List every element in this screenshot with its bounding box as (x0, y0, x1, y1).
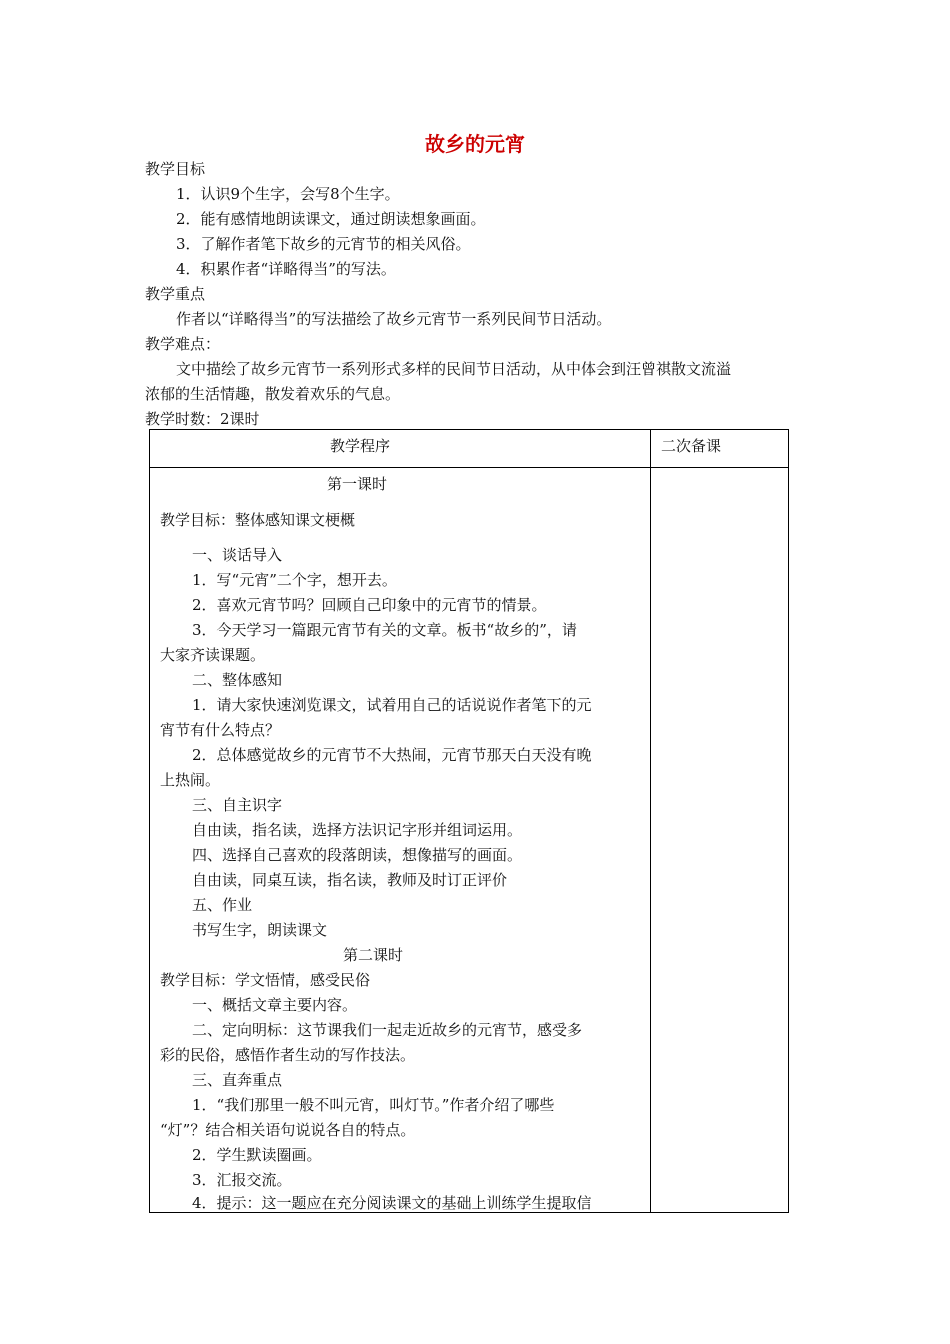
table-header-notes: 二次备课 (661, 437, 722, 455)
table-header-procedure: 教学程序 (330, 437, 391, 455)
objectives-heading: 教学目标 (145, 160, 206, 178)
objective-item: 3．了解作者笔下故乡的元宵节的相关风俗。 (176, 235, 471, 253)
lesson-line: 4．提示：这一题应在充分阅读课文的基础上训练学生提取信 (192, 1194, 592, 1212)
lesson-line: 三、自主识字 (192, 796, 283, 814)
lesson-line: 3．汇报交流。 (192, 1171, 292, 1189)
lesson-line: 上热闹。 (160, 771, 221, 789)
lesson-line: 1．写“元宵”二个字，想开去。 (192, 571, 397, 589)
lesson-line: 书写生字，朗读课文 (192, 921, 328, 939)
lesson-line: 五、作业 (192, 896, 253, 914)
lesson-line: 1．“我们那里一般不叫元宵，叫灯节。”作者介绍了哪些 (192, 1096, 555, 1114)
focus-text: 作者以“详略得当”的写法描绘了故乡元宵节一系列民间节日活动。 (176, 310, 612, 328)
objective-item: 4．积累作者“详略得当”的写法。 (176, 260, 396, 278)
lesson-line: 2．学生默读圈画。 (192, 1146, 322, 1164)
teaching-hours: 教学时数：2课时 (145, 410, 260, 428)
lesson-line: 自由读，指名读，选择方法识记字形并组词运用。 (192, 821, 523, 839)
table-column-divider (650, 429, 651, 1213)
lesson-line: 大家齐读课题。 (160, 646, 266, 664)
difficulty-heading: 教学难点： (145, 335, 221, 353)
lesson-two-heading: 第二课时 (343, 946, 404, 964)
document-title: 故乡的元宵 (425, 132, 525, 156)
objective-item: 1．认识9个生字，会写8个生字。 (176, 185, 400, 203)
lesson-line: “灯”？结合相关语句说说各自的特点。 (160, 1121, 416, 1139)
lesson-line: 2．总体感觉故乡的元宵节不大热闹，元宵节那天白天没有晚 (192, 746, 592, 764)
objective-item: 2．能有感情地朗读课文，通过朗读想象画面。 (176, 210, 486, 228)
lesson-line: 二、定向明标：这节课我们一起走近故乡的元宵节，感受多 (192, 1021, 583, 1039)
lesson-line: 二、整体感知 (192, 671, 283, 689)
lesson-line: 2．喜欢元宵节吗？回顾自己印象中的元宵节的情景。 (192, 596, 547, 614)
lesson-line: 自由读，同桌互读，指名读，教师及时订正评价 (192, 871, 508, 889)
lesson-line: 四、选择自己喜欢的段落朗读，想像描写的画面。 (192, 846, 523, 864)
focus-heading: 教学重点 (145, 285, 206, 303)
difficulty-text-cont: 浓郁的生活情趣，散发着欢乐的气息。 (145, 385, 401, 403)
lesson-line: 一、谈话导入 (192, 546, 283, 564)
lesson-line: 3．今天学习一篇跟元宵节有关的文章。板书“故乡的”，请 (192, 621, 577, 639)
lesson-line: 宵节有什么特点？ (160, 721, 281, 739)
lesson-line: 教学目标：学文悟情，感受民俗 (160, 971, 371, 989)
difficulty-text: 文中描绘了故乡元宵节一系列形式多样的民间节日活动，从中体会到汪曾祺散文流溢 (176, 360, 732, 378)
lesson-line: 教学目标：整体感知课文梗概 (160, 511, 356, 529)
table-header-divider (149, 467, 789, 468)
lesson-line: 1．请大家快速浏览课文，试着用自己的话说说作者笔下的元 (192, 696, 592, 714)
lesson-one-heading: 第一课时 (327, 475, 388, 493)
lesson-line: 一、概括文章主要内容。 (192, 996, 358, 1014)
lesson-line: 彩的民俗，感悟作者生动的写作技法。 (160, 1046, 416, 1064)
lesson-line: 三、直奔重点 (192, 1071, 283, 1089)
